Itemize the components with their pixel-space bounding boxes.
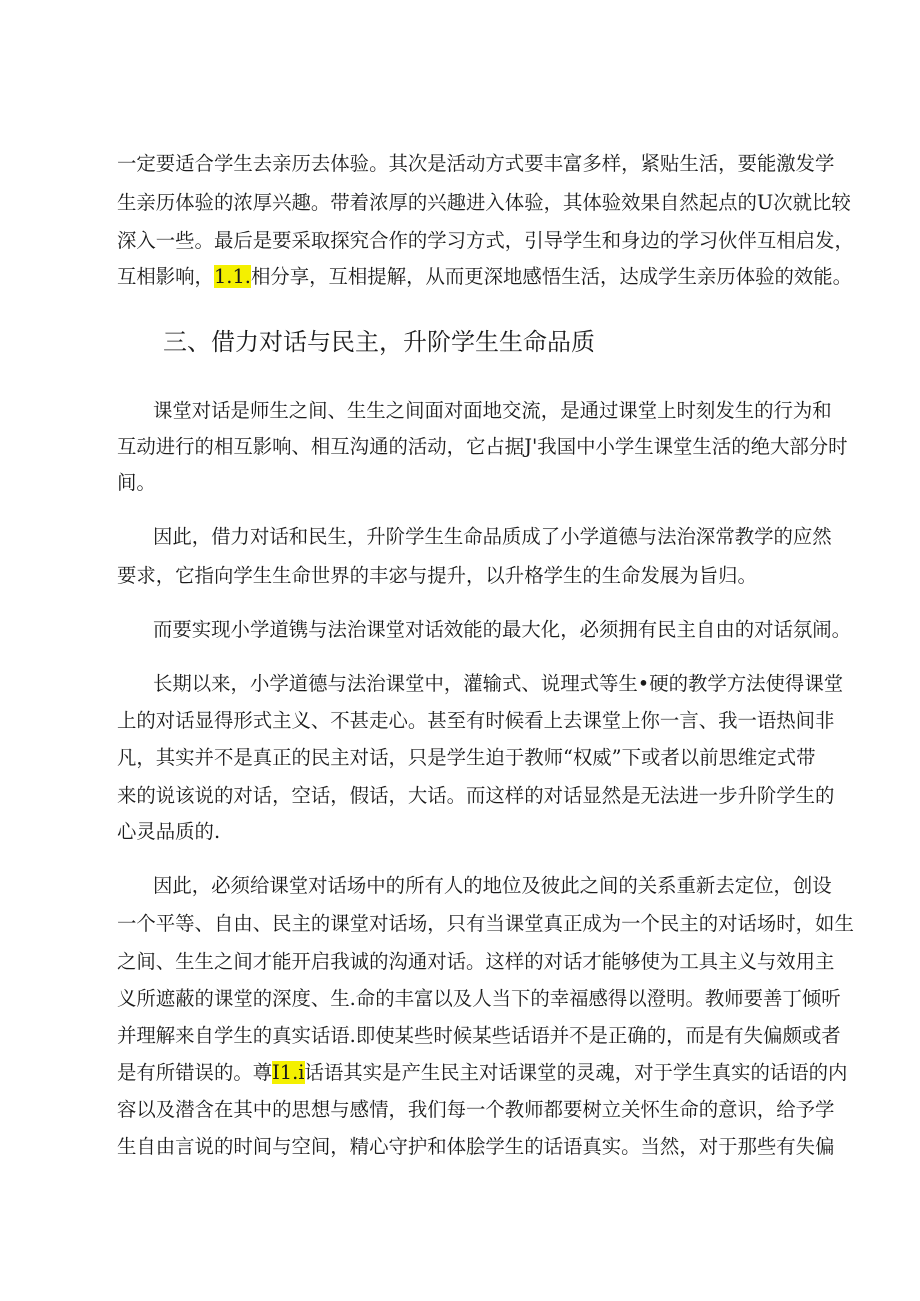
paragraph-line: 并理解来自学生的真实话语.即使某些时候某些话语并不是正确的，而是有失偏颇或者 bbox=[117, 1024, 841, 1047]
paragraph-line: 来的说该说的对话，空话，假话，大话。而这样的对话显然是无法进一步升阶学生的 bbox=[117, 784, 835, 807]
text-run: 话语其实是产生民主对话课堂的灵魂，对于学生真实的话语的内 bbox=[304, 1061, 848, 1084]
paragraph-line: 互动进行的相互影响、相互沟通的活动，它占据J'我国中小学生课堂生活的绝大部分时 bbox=[117, 435, 848, 458]
paragraph-line: 上的对话显得形式主义、不甚走心。甚至有时候看上去课堂上你一言、我一语热间非 bbox=[117, 709, 835, 732]
highlighted-text: I1.i bbox=[272, 1061, 305, 1084]
paragraph-line: 因此，借力对话和民生，升阶学生生命品质成了小学道德与法治深常教学的应然 bbox=[153, 525, 832, 548]
paragraph-line: 之间、生生之间才能开启我诚的沟通对话。这样的对话才能够使为工具主义与效用主 bbox=[117, 950, 835, 973]
paragraph-line: 深入一些。最后是要采取探究合作的学习方式，引导学生和身边的学习伙伴互相启发， bbox=[117, 229, 854, 252]
paragraph-line: 生自由言说的时间与空间，精心守护和体脍学生的话语真实。当然，对于那些有失偏 bbox=[117, 1135, 835, 1158]
paragraph-line: 因此，必须给课堂对话场中的所有人的地位及彼此之间的关系重新去定位，创设 bbox=[153, 874, 832, 897]
text-run: 相分享，互相提解，从而更深地感悟生活，达成学生亲历体验的效能。 bbox=[250, 265, 853, 288]
highlighted-text: 1.1. bbox=[213, 265, 251, 288]
paragraph-line: 心灵品质的. bbox=[117, 820, 221, 843]
paragraph-line: 间。 bbox=[117, 471, 156, 494]
section-heading: 三、借力对话与民主，升阶学生生命品质 bbox=[163, 328, 595, 356]
paragraph-line: 容以及潜含在其中的思想与感情，我们每一个教师都要树立关怀生命的意识，给予学 bbox=[117, 1098, 835, 1121]
paragraph-line: 生亲历体验的浓厚兴趣。带着浓厚的兴趣进入体验，其体验效果自然起点的U次就比较 bbox=[117, 191, 851, 214]
paragraph-line bbox=[117, 263, 853, 291]
text-run: 互相影响， bbox=[117, 265, 214, 288]
paragraph-line: 课堂对话是师生之间、生生之间面对面地交流，是通过课堂上时刻发生的行为和 bbox=[153, 399, 832, 422]
paragraph-line: 而要实现小学道镌与法治课堂对话效能的最大化，必须拥有民主自由的对话氛闹。 bbox=[153, 618, 852, 641]
paragraph-line: 义所遮蔽的课堂的深度、生.命的丰富以及人当下的幸福感得以澄明。教师要善丁倾听 bbox=[117, 987, 841, 1010]
paragraph-line: 一定要适合学生去亲历去体验。其次是活动方式要丰富多样，紧贴生活，要能激发学 bbox=[117, 152, 835, 175]
paragraph-line bbox=[117, 1059, 848, 1087]
paragraph-line: 要求，它指向学生生命世界的丰宓与提升，以升格学生的生命发展为旨归。 bbox=[117, 564, 757, 587]
text-run: 是有所错误的。尊 bbox=[117, 1061, 273, 1084]
paragraph-line: 长期以来，小学道德与法治课堂中，灌输式、说理式等生•硬的教学方法使得课堂 bbox=[153, 672, 844, 695]
paragraph-line: 一个平等、自由、民主的课堂对话场，只有当课堂真正成为一个民主的对话场时，如生 bbox=[117, 912, 854, 935]
paragraph-line: 凡，其实并不是真正的民主对话，只是学生迫于教师“权威”下或者以前思维定式带 bbox=[117, 746, 816, 769]
